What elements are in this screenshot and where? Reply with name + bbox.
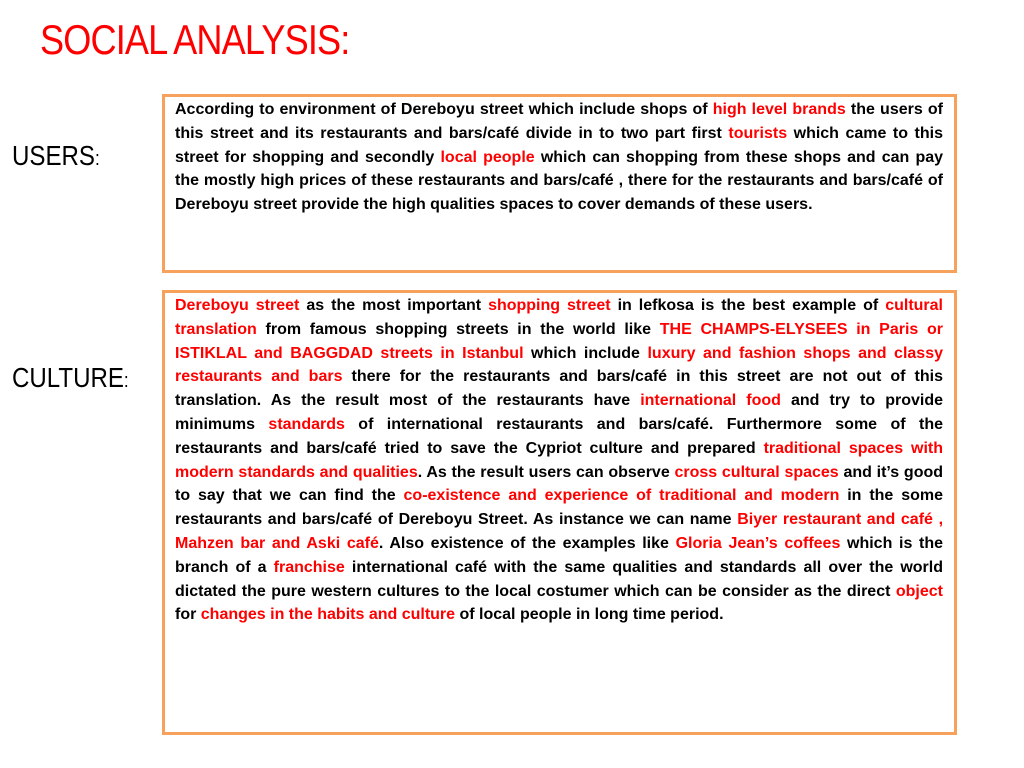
culture-label-text: CULTURE xyxy=(12,362,124,393)
text-segment: for xyxy=(175,606,201,624)
text-segment: the users of this street and its restaurants and bars/café divide in to two part first xyxy=(175,101,943,142)
highlighted-phrase: tourists xyxy=(728,124,788,142)
text-segment: which include xyxy=(523,344,648,362)
users-label xyxy=(12,139,100,176)
text-segment: from famous shopping streets in the world like xyxy=(256,320,660,338)
highlighted-phrase: cross cultural spaces xyxy=(674,463,839,481)
text-segment: which can shopping from these shops and can pay the mostly high prices of these restaurants and bars/café , there for the restaurants and bars/café of Dereboyu street provide the high qualities spaces to cover demands of these users. xyxy=(175,148,944,214)
slide-title xyxy=(40,14,349,66)
highlighted-phrase: Dereboyu street xyxy=(175,297,300,314)
users-label-colon: : xyxy=(94,148,100,170)
highlighted-phrase: changes in the habits and culture xyxy=(200,606,456,624)
text-segment: According to environment of Dereboyu street which include shops of xyxy=(175,101,713,118)
text-segment: which is the branch of a xyxy=(175,534,943,576)
highlighted-phrase: traditional spaces with modern standards and qualities xyxy=(175,439,944,481)
culture-text-box xyxy=(162,290,957,735)
culture-paragraph xyxy=(175,294,943,627)
highlighted-phrase: co-existence and experience of traditional and modern xyxy=(403,487,840,505)
text-segment: as the most important xyxy=(299,297,489,314)
highlighted-phrase: luxury and fashion shops and classy restaurants and bars xyxy=(175,344,943,386)
text-segment: in the some restaurants and bars/café of Dereboyu Street. As instance we can name xyxy=(175,487,943,529)
text-segment: . Also existence of the examples like xyxy=(378,534,676,552)
highlighted-phrase: standards xyxy=(268,415,345,433)
highlighted-phrase: THE CHAMPS-ELYSEES in Paris or ISTIKLAL and BAGGDAD streets in Istanbul xyxy=(175,320,944,362)
text-segment: of local people in long time period. xyxy=(455,606,724,624)
text-segment: of international restaurants and bars/café. Furthermore some of the restaurants and bars/café tried to save the Cypriot culture and prepared xyxy=(175,415,943,457)
highlighted-phrase: international food xyxy=(640,392,781,410)
highlighted-phrase: Gloria Jean’s coffees xyxy=(675,534,841,552)
culture-label-colon: : xyxy=(123,370,129,392)
users-text-box xyxy=(162,94,957,273)
text-segment: which came to this street for shopping and secondly xyxy=(175,124,944,166)
users-label-text: USERS xyxy=(12,140,95,171)
highlighted-phrase: shopping street xyxy=(488,297,611,314)
highlighted-phrase: cultural translation xyxy=(175,297,943,338)
highlighted-phrase: Biyer restaurant and café , Mahzen bar and Aski café xyxy=(175,511,944,552)
highlighted-phrase: object xyxy=(895,582,943,600)
highlighted-phrase: local people xyxy=(440,148,535,166)
text-segment: international café with the same qualities and standards all over the world dictated the pure western cultures to the local costumer which can be consider as the direct xyxy=(175,558,944,600)
highlighted-phrase: franchise xyxy=(273,558,345,576)
slide-title-text: SOCIAL ANALYSIS xyxy=(40,16,341,63)
highlighted-phrase: high level brands xyxy=(712,101,846,118)
users-paragraph xyxy=(175,98,943,217)
culture-label xyxy=(12,361,129,398)
slide-title-colon: : xyxy=(340,16,350,63)
text-segment: and try to provide minimums xyxy=(175,392,943,433)
text-segment: in lefkosa is the best example of xyxy=(610,297,886,314)
text-segment: . As the result users can observe xyxy=(417,463,675,481)
text-segment: and it’s good to say that we can find the xyxy=(175,463,944,505)
text-segment: there for the restaurants and bars/café in this street are not out of this translation. As the result most of the restaurants have xyxy=(175,368,944,410)
